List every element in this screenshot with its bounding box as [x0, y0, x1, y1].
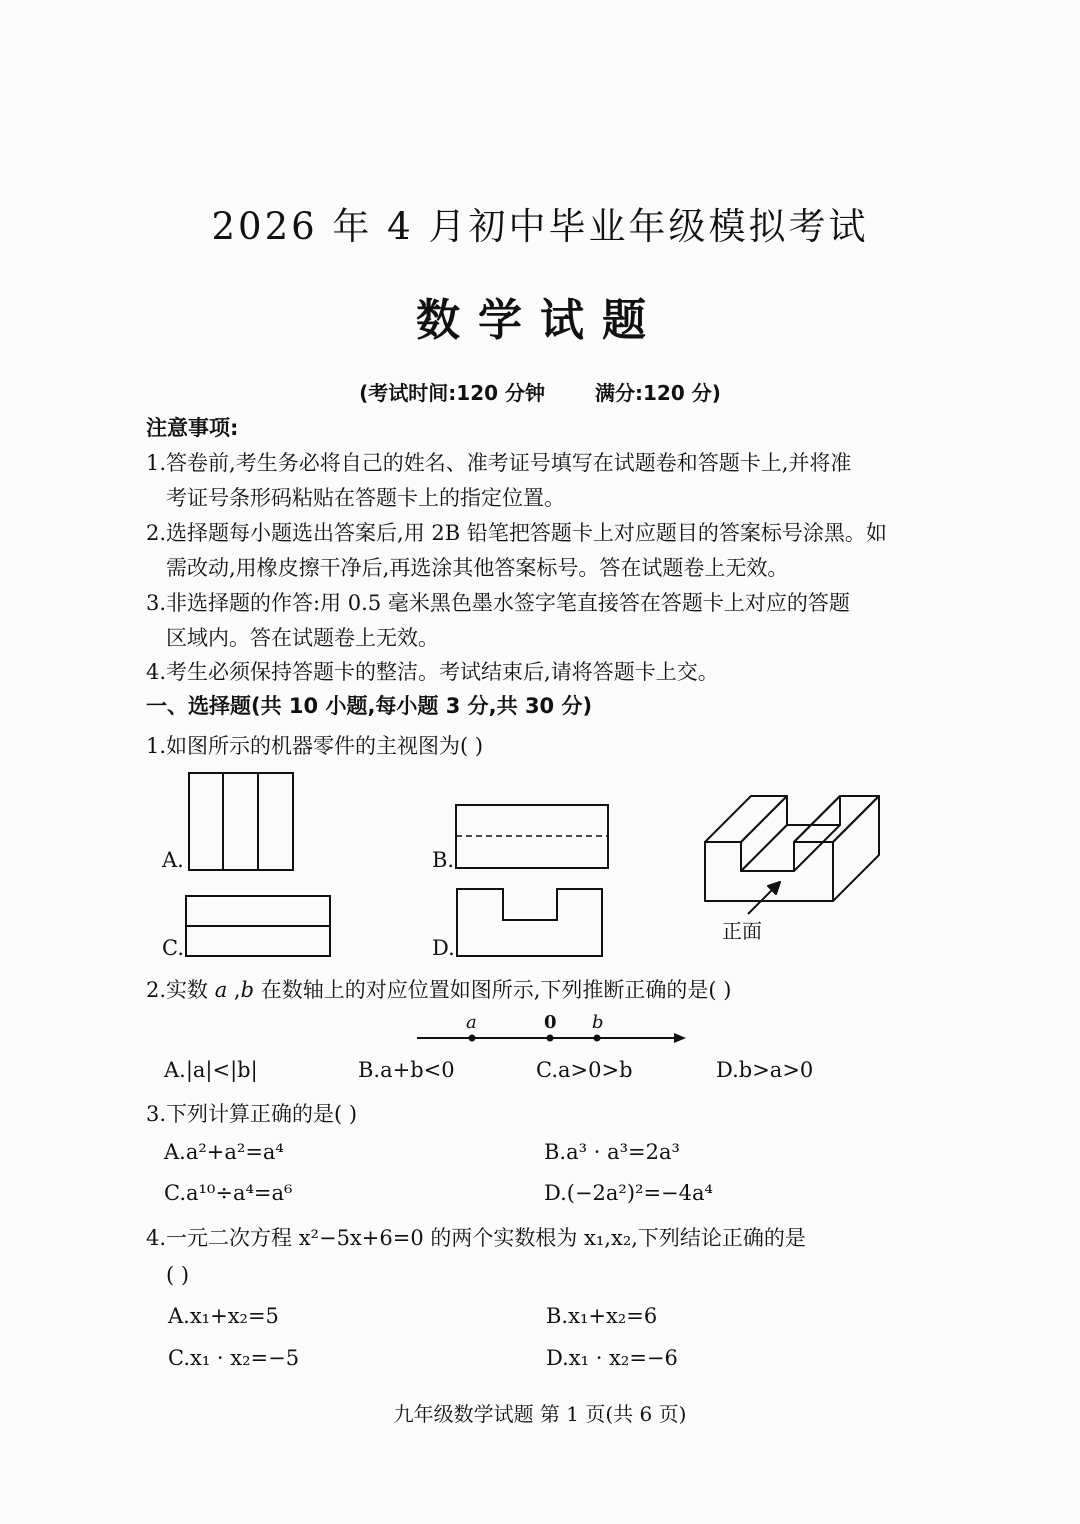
q4-option-a: A.x₁+x₂=5 [168, 1304, 279, 1328]
note-item-2-line-1: 2.选择题每小题选出答案后,用 2B 铅笔把答题卡上对应题目的答案标号涂黑。如 [146, 521, 887, 545]
q1-figure-a [189, 773, 293, 870]
exam-time: (考试时间:120 分钟 [359, 381, 545, 405]
q1-option-d-label: D. [432, 936, 455, 960]
full-score: 满分:120 分) [595, 381, 721, 405]
q2-option-a: A.|a|<|b| [164, 1058, 258, 1082]
q1-stem: 1.如图所示的机器零件的主视图为( ) [146, 734, 484, 758]
q2-var-b: b [240, 978, 255, 1002]
notes-heading: 注意事项: [146, 416, 239, 440]
page-footer: 九年级数学试题 第 1 页(共 6 页) [393, 1402, 687, 1426]
q4-stem: 4.一元二次方程 x²−5x+6=0 的两个实数根为 x₁,x₂,下列结论正确的是 [146, 1226, 806, 1250]
q1-figure-d [457, 889, 602, 956]
q3-option-d: D.(−2a²)²=−4a⁴ [544, 1181, 713, 1205]
q2-stem-suffix: 在数轴上的对应位置如图所示,下列推断正确的是( ) [254, 978, 732, 1002]
q1-front-label: 正面 [722, 919, 762, 943]
q2-stem-prefix: 2.实数 [146, 978, 215, 1002]
q4-option-c: C.x₁ · x₂=−5 [168, 1346, 300, 1370]
q2-point-a [469, 1035, 476, 1042]
note-item-3-line-2: 区域内。答在试题卷上无效。 [166, 626, 439, 650]
exam-title: 2026 年 4 月初中毕业年级模拟考试 [211, 205, 869, 248]
q4-option-b: B.x₁+x₂=6 [546, 1304, 658, 1328]
note-item-3-line-1: 3.非选择题的作答:用 0.5 毫米黑色墨水签字笔直接答在答题卡上对应的答题 [146, 591, 850, 615]
q2-axis-label-0: 0 [544, 1012, 557, 1033]
q2-point-b [594, 1035, 601, 1042]
q3-option-c: C.a¹⁰÷a⁴=a⁶ [164, 1181, 293, 1205]
q4-paren: ( ) [166, 1263, 190, 1287]
q2-var-a: a [214, 978, 228, 1002]
q2-sep: , [227, 978, 241, 1002]
q3-option-b: B.a³ · a³=2a³ [544, 1140, 680, 1164]
q2-number-line [0, 0, 1, 1]
note-item-1-line-1: 1.答卷前,考生务必将自己的姓名、准考证号填写在试题卷和答题卡上,并将准 [146, 451, 852, 475]
note-item-2-line-2: 需改动,用橡皮擦干净后,再选涂其他答案标号。答在试题卷上无效。 [166, 556, 789, 580]
q1-figure-c [186, 896, 330, 956]
q1-option-a-label: A. [162, 848, 184, 872]
q2-option-d: D.b>a>0 [716, 1058, 814, 1082]
q2-axis-label-a: a [466, 1012, 477, 1033]
section-heading: 一、选择题(共 10 小题,每小题 3 分,共 30 分) [146, 694, 593, 718]
q1-option-b-label: B. [432, 848, 455, 872]
q1-option-c-label: C. [162, 936, 184, 960]
q2-axis-label-b: b [592, 1012, 604, 1033]
q2-option-c: C.a>0>b [536, 1058, 633, 1082]
q3-option-a: A.a²+a²=a⁴ [164, 1140, 284, 1164]
subject-title: 数学试题 [416, 295, 664, 346]
q1-machine-part-figure [705, 796, 879, 914]
note-item-4: 4.考生必须保持答题卡的整洁。考试结束后,请将答题卡上交。 [146, 660, 719, 684]
q2-option-b: B.a+b<0 [358, 1058, 455, 1082]
q3-stem: 3.下列计算正确的是( ) [146, 1102, 358, 1126]
exam-info [0, 377, 1080, 406]
q2-point-0 [547, 1035, 554, 1042]
q4-option-d: D.x₁ · x₂=−6 [546, 1346, 678, 1370]
q1-figure-b [456, 805, 608, 868]
q2-stem [146, 974, 731, 1004]
note-item-1-line-2: 考证号条形码粘贴在答题卡上的指定位置。 [166, 486, 565, 510]
